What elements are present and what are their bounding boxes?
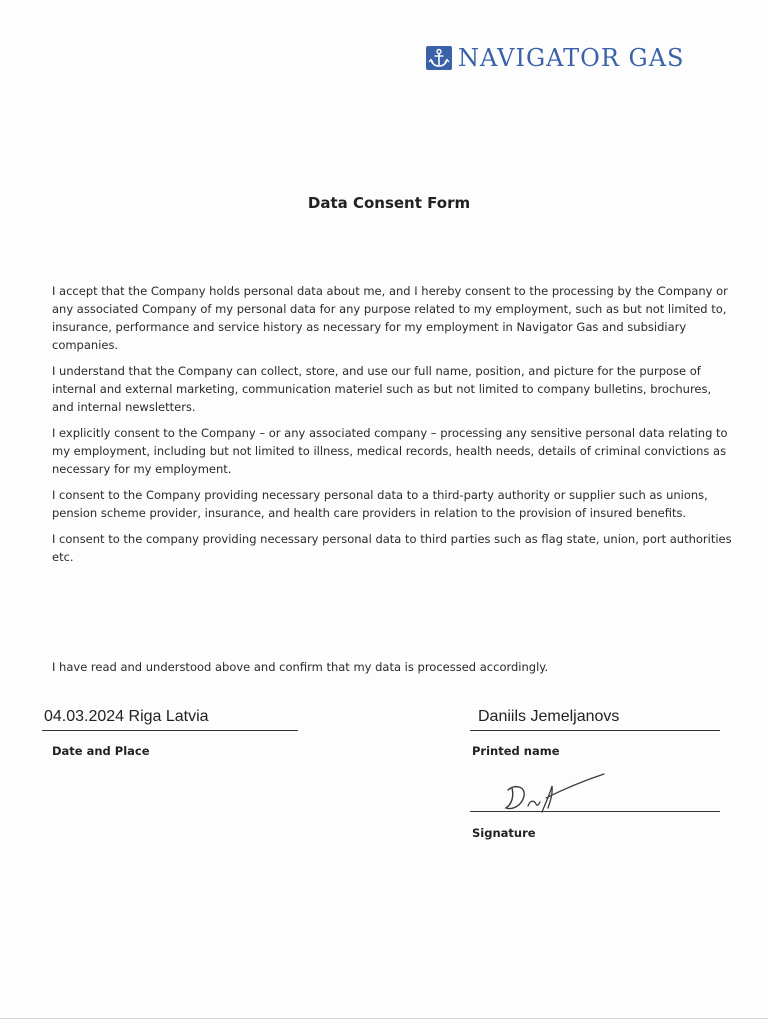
consent-paragraph: I explicitly consent to the Company – or any associated company – processing any sensitive personal data relating to my employment, including but not limited to illness, medical records, health needs, details of criminal convictions as necessary for my employment. [52,426,728,476]
date-place-line [42,730,298,731]
consent-paragraph: I accept that the Company holds personal data about me, and I hereby consent to the processing by the Company or any associated Company of my personal data for any purpose related to my employment, such as but not limited to, insurance, performance and service history as necessary for my employment in Navigator Gas and subsidiary companies. [52,284,728,352]
brand-name: NAVIGATOR GAS [458,44,685,72]
page-title: Data Consent Form [307,194,471,212]
company-logo [426,44,684,72]
date-place-value: 04.03.2024 Riga Latvia [44,708,209,725]
confirmation-statement: I have read and understood above and confirm that my data is processed accordingly. [52,660,549,674]
anchor-logo-icon [426,46,452,70]
date-place-label: Date and Place [52,744,150,758]
signature-label: Signature [472,826,536,840]
signature-line [470,811,720,812]
consent-paragraph: I understand that the Company can collect, store, and use our full name, position, and picture for the purpose of internal and external marketing, communication materiel such as but not limited to company bulletins, brochures, and internal newsletters. [52,364,712,414]
consent-paragraph: I consent to the company providing necessary personal data to third parties such as flag state, union, port authorities etc. [52,532,732,564]
printed-name-value: Daniils Jemeljanovs [478,708,620,725]
consent-body [52,282,732,574]
page-bottom-edge [0,1018,768,1019]
consent-paragraph: I consent to the Company providing necessary personal data to a third-party authority or supplier such as unions, pension scheme provider, insurance, and health care providers in relation to the provision of insured benefits. [52,488,708,520]
printed-name-label: Printed name [472,744,560,758]
printed-name-line [470,730,720,731]
